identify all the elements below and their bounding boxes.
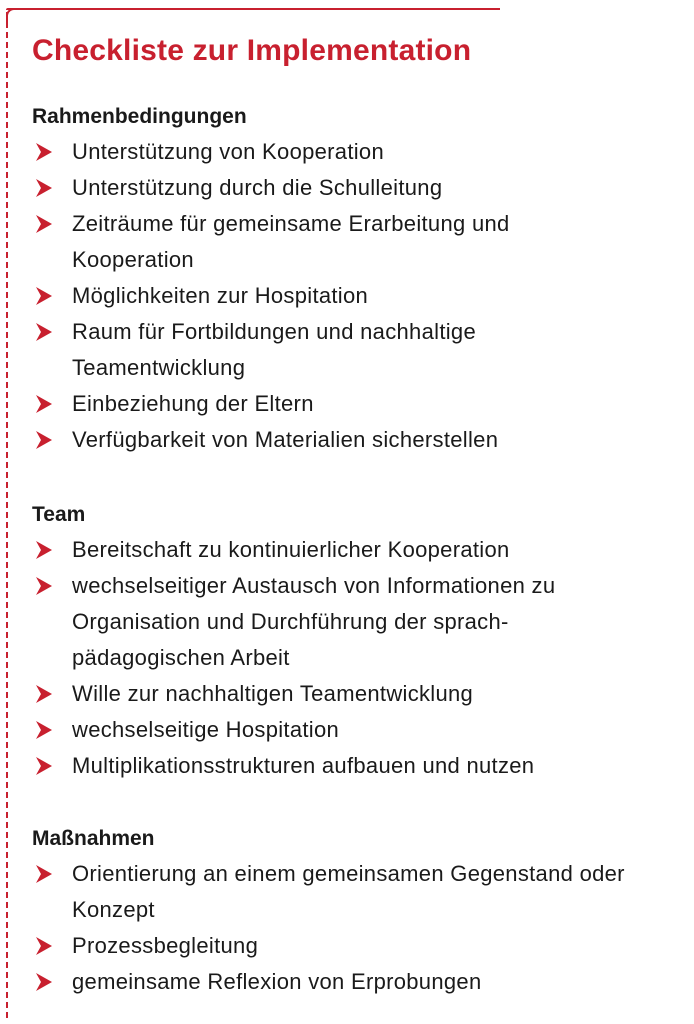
chevron-right-icon xyxy=(34,142,54,162)
chevron-right-icon xyxy=(34,720,54,740)
list-item-text: Unterstützung durch die Schulleitung xyxy=(72,175,443,200)
list-item xyxy=(32,856,662,928)
list-item-text: wechselseitiger Austausch von Informationen zu Organisation und Durchführung der sprach-pädagogischen Arbeit xyxy=(72,573,556,670)
list-item xyxy=(32,134,682,170)
chevron-right-icon xyxy=(34,684,54,704)
section-heading: Maßnahmen xyxy=(32,827,155,850)
frame-corner xyxy=(6,8,20,22)
list-item xyxy=(32,676,682,712)
chevron-right-icon xyxy=(34,756,54,776)
list-item-text: Einbeziehung der Eltern xyxy=(72,391,314,416)
list-item-text: wechselseitige Hospitation xyxy=(72,717,340,742)
chevron-right-icon xyxy=(34,322,54,342)
page-title: Checkliste zur Implementation xyxy=(32,34,472,67)
section-team xyxy=(32,498,682,784)
list-item-text: Bereitschaft zu kontinuierlicher Kooperation xyxy=(72,537,510,562)
chevron-right-icon xyxy=(34,214,54,234)
list-item-text: Unterstützung von Kooperation xyxy=(72,139,385,164)
section-heading: Team xyxy=(32,503,86,526)
chevron-right-icon xyxy=(34,178,54,198)
list-item xyxy=(32,422,682,458)
list-item-text: Orientierung an einem gemeinsamen Gegenstand oder Konzept xyxy=(72,861,625,922)
frame-top-border xyxy=(6,8,500,10)
chevron-right-icon xyxy=(34,286,54,306)
chevron-right-icon xyxy=(34,936,54,956)
list-item xyxy=(32,712,682,748)
list-item xyxy=(32,532,682,568)
list-item-text: Prozessbegleitung xyxy=(72,933,259,958)
list-item-text: Verfügbarkeit von Materialien sicherstellen xyxy=(72,427,499,452)
list-item-text: Wille zur nachhaltigen Teamentwicklung xyxy=(72,681,474,706)
list-item-text: Multiplikationsstrukturen aufbauen und nutzen xyxy=(72,753,535,778)
list-item xyxy=(32,964,682,1000)
list-item-text: gemeinsame Reflexion von Erprobungen xyxy=(72,969,482,994)
list-item-text: Möglichkeiten zur Hospitation xyxy=(72,283,369,308)
list-item xyxy=(32,314,562,386)
list-item xyxy=(32,568,612,676)
chevron-right-icon xyxy=(34,430,54,450)
chevron-right-icon xyxy=(34,394,54,414)
list-item xyxy=(32,386,682,422)
chevron-right-icon xyxy=(34,540,54,560)
section-heading: Rahmenbedingungen xyxy=(32,105,247,128)
section-rahmenbedingungen xyxy=(32,100,682,458)
frame-left-dashed-border xyxy=(6,12,8,1018)
section-massnahmen xyxy=(32,822,682,1000)
list-item xyxy=(32,206,592,278)
chevron-right-icon xyxy=(34,972,54,992)
list-item xyxy=(32,278,682,314)
list-item xyxy=(32,928,682,964)
chevron-right-icon xyxy=(34,864,54,884)
list-item-text: Zeiträume für gemeinsame Erarbeitung und Kooperation xyxy=(72,211,510,272)
list-item xyxy=(32,748,682,784)
list-item xyxy=(32,170,682,206)
list-item-text: Raum für Fortbildungen und nachhaltige Teamentwicklung xyxy=(72,319,476,380)
chevron-right-icon xyxy=(34,576,54,596)
